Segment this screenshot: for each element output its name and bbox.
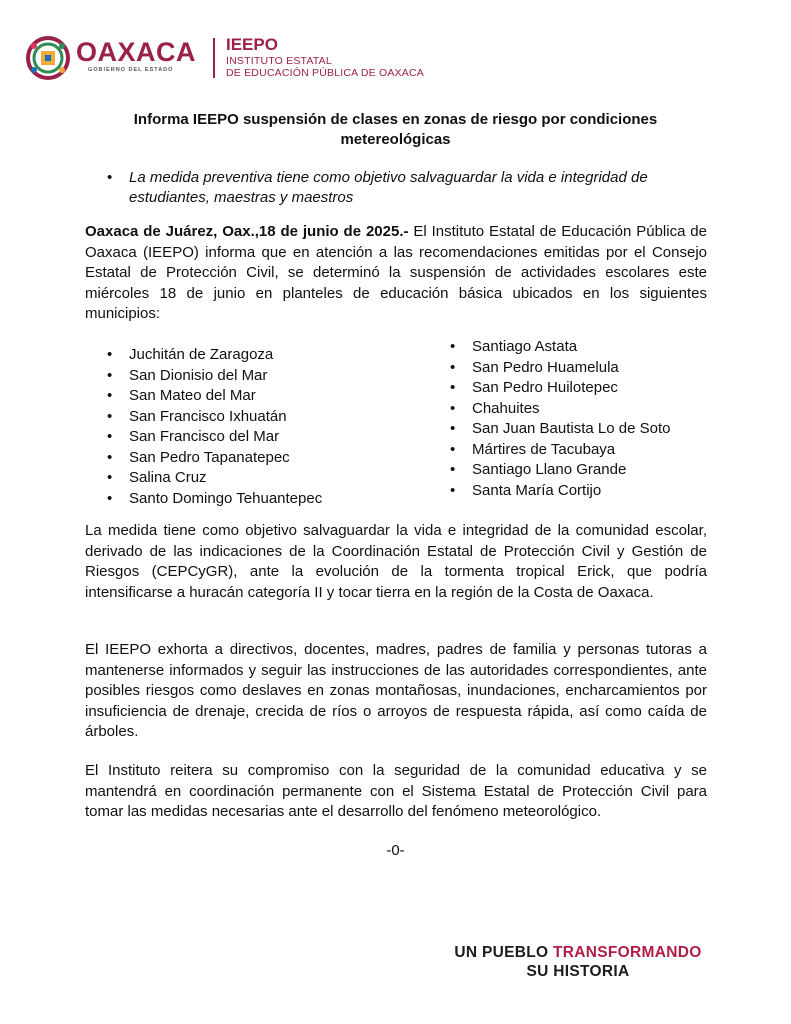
footer-slogan (443, 943, 713, 981)
municipality-list-left (107, 345, 322, 509)
bullet-icon: • (107, 169, 113, 186)
commitment-paragraph: El Instituto reitera su compromiso con la seguridad de la comunidad educativa y se mantendrá en coordinación permanente con el Sistema Estatal de Protección Civil para tomar las medidas necesarias ante el desarrollo del fenómeno meteorológico. (85, 762, 707, 820)
list-item: • San Dionisio del Mar (107, 366, 322, 387)
list-item: • Santo Domingo Tehuantepec (107, 489, 322, 510)
exhortation-paragraph: El IEEPO exhorta a directivos, docentes, madres, padres de familia y personas tutoras a mantenerse informados y seguir las instrucciones de las autoridades correspondientes, ante posibles riesgos como deslaves en zonas montañosas, inundaciones, encharcamientos por insuficiencia de drenaje, crecida de ríos o arroyos de respuesta rápida, así como caída de árboles. (85, 641, 707, 740)
intro-paragraph (85, 222, 707, 325)
dateline: Oaxaca de Juárez, Oax.,18 de junio de 2025.- (85, 223, 409, 240)
oaxaca-wordmark: OAXACA (76, 37, 197, 67)
list-item: • San Francisco Ixhuatán (107, 407, 322, 428)
slogan-part-1: UN PUEBLO (454, 944, 554, 961)
list-item: • Juchitán de Zaragoza (107, 345, 322, 366)
slogan-part-2: TRANSFORMANDO (553, 944, 702, 961)
list-item: • Santa María Cortijo (450, 481, 670, 502)
ieepo-name-line2: DE EDUCACIÓN PÚBLICA DE OAXACA (226, 67, 424, 79)
oaxaca-emblem-icon (26, 36, 70, 80)
header-divider (213, 38, 215, 78)
ieepo-name-line1: INSTITUTO ESTATAL (226, 55, 332, 67)
municipality-list-right (450, 337, 670, 501)
lead-summary (107, 168, 707, 208)
list-item: • Santiago Astata (450, 337, 670, 358)
list-item: • San Juan Bautista Lo de Soto (450, 419, 670, 440)
measure-paragraph: La medida tiene como objetivo salvaguardar la vida e integridad de la comunidad escolar, derivado de las indicaciones de la Coordinación Estatal de Protección Civil y Gestión de Riesgos (CEPCyGR), ante la evolución de la tormenta tropical Erick, que podría intensificarse a huracán categoría II y tocar tierra en la región de la Costa de Oaxaca. (85, 522, 707, 601)
press-release-title: Informa IEEPO suspensión de clases en zonas de riesgo por condiciones metereológicas (133, 111, 658, 148)
list-item: • San Francisco del Mar (107, 427, 322, 448)
slogan-part-3: SU HISTORIA (526, 963, 630, 980)
list-item: • Mártires de Tacubaya (450, 440, 670, 461)
list-item: • Salina Cruz (107, 468, 322, 489)
intro-text: El Instituto Estatal de Educación Pública de Oaxaca (IEEPO) informa que en atención a las recomendaciones emitidas por el Consejo Estatal de Protección Civil, se determinó la suspensión de actividades escolares este miércoles 18 de junio en planteles de educación básica ubicados en los siguientes municipios: (85, 223, 707, 322)
list-item: • San Pedro Huilotepec (450, 378, 670, 399)
end-mark: -0- (386, 842, 405, 859)
lead-text: La medida preventiva tiene como objetivo salvaguardar la vida e integridad de estudiantes, maestras y maestros (129, 169, 648, 206)
government-subtitle: GOBIERNO DEL ESTADO (88, 67, 174, 73)
ieepo-acronym: IEEPO (226, 35, 278, 54)
list-item: • San Mateo del Mar (107, 386, 322, 407)
list-item: • Chahuites (450, 399, 670, 420)
list-item: • San Pedro Huamelula (450, 358, 670, 379)
letterhead (26, 34, 456, 82)
list-item: • Santiago Llano Grande (450, 460, 670, 481)
list-item: • San Pedro Tapanatepec (107, 448, 322, 469)
